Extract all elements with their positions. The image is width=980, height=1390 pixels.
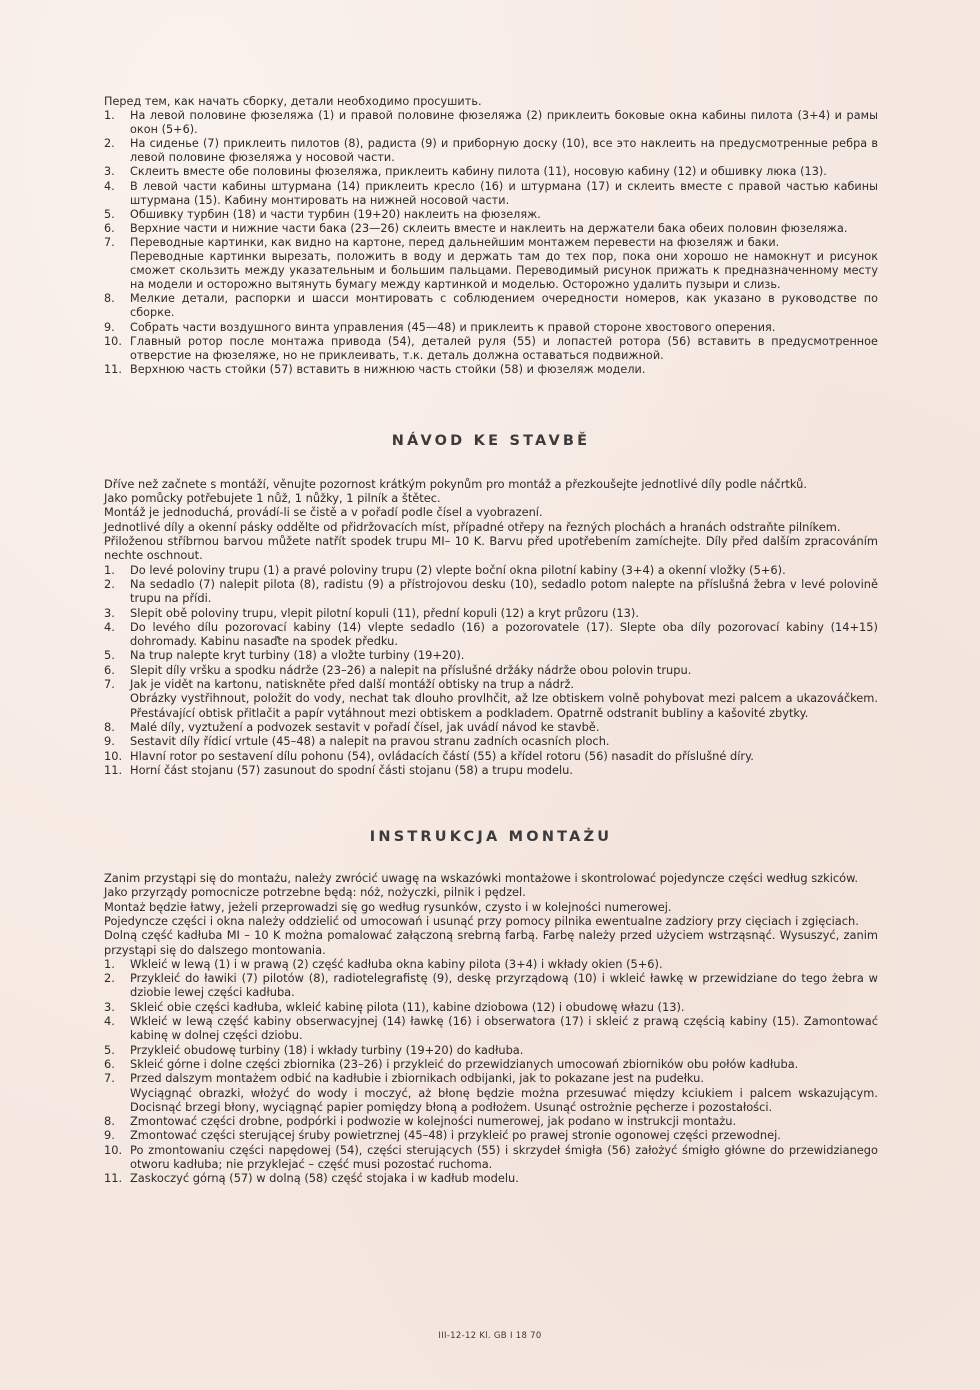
step-number: 11. — [104, 1171, 123, 1186]
czech-step-7 — [104, 677, 878, 720]
step-text: Zmontować części drobne, podpórki i podwozie w kolejności numerowej, jak podano w instrukcji montażu. — [130, 1114, 737, 1129]
step-number: 1. — [104, 109, 115, 123]
polish-step-5 — [104, 1043, 878, 1057]
polish-intro-4: Pojedyncze części i okna należy oddzielić od umocowań i usunąć przy pomocy pilnika ewentualne zadziory przy cięciach i zgięciach. — [104, 914, 859, 928]
step-text: Собрать части воздушного винта управления (45—48) и приклеить к правой стороне хвостового оперения. — [130, 320, 776, 334]
polish-intro-3: Montaż będzie łatwy, jeżeli przeprowadzi się go według rysunków, czysto i w kolejności numerowej. — [104, 899, 672, 914]
step-number: 7. — [104, 1071, 115, 1086]
polish-step-2 — [104, 971, 878, 1000]
step-text: Мелкие детали, распорки и шасси монтировать с соблюдением очередности номеров, как указано в руководстве по сборке. — [130, 292, 878, 320]
print-code-footer: III-12-12 Kl. GB I 18 70 — [438, 1331, 542, 1341]
step-number: 2. — [104, 576, 115, 591]
step-number: 9. — [104, 734, 115, 749]
step-number: 2. — [104, 137, 115, 151]
step-number: 10. — [104, 748, 123, 763]
polish-step-1 — [104, 957, 878, 971]
czech-intro-4: Jednotlivé díly a okenní pásky oddělte od přidržovacích míst, případné otřepy na řezných plochách a hranách odstraňte pilníkem. — [104, 519, 841, 534]
step-number: 8. — [104, 719, 115, 734]
step-number: 3. — [104, 999, 115, 1014]
step-text: Skleić obie części kadłuba, wkleić kabinę pilota (11), kabine dziobowa (12) i obudowę włazu (13). — [130, 999, 685, 1014]
polish-heading: INSTRUKCJA MONTAŻU — [369, 829, 613, 846]
czech-step-9 — [104, 734, 878, 748]
step-number: 4. — [104, 1014, 115, 1029]
czech-intro-1: Dříve než začnete s montáží, věnujte pozornost krátkým pokynům pro montáž a přezkoušejte jednotlivé díly podle náčrtků. — [104, 476, 807, 491]
polish-step-8 — [104, 1114, 878, 1128]
russian-step-10 — [104, 335, 878, 363]
step-number: 5. — [104, 207, 115, 221]
step-text: Malé díly, vyztužení a podvozek sestavit v pořadí čísel, jak uvádí návod ke stavbě. — [130, 719, 600, 734]
step-text: Przykleić obudowę turbiny (18) i wkłady turbiny (19+20) do kadłuba. — [130, 1042, 524, 1057]
step-number: 7. — [104, 677, 115, 692]
russian-step-8 — [104, 292, 878, 320]
step-text: Обшивку турбин (18) и части турбин (19+20) наклеить на фюзеляж. — [130, 207, 541, 221]
step-text: Slepit obě poloviny trupu, vlepit pilotní kopuli (11), přední kopuli (12) a kryt průzoru (13). — [130, 605, 639, 620]
russian-step-7 — [104, 236, 878, 292]
step-number: 9. — [104, 1128, 115, 1143]
russian-step-3 — [104, 165, 878, 179]
step-text: Slepit díly vršku a spodku nádrže (23–26) a nalepit na příslušné držáky nádrže obou polovin trupu. — [130, 662, 692, 677]
step-number: 6. — [104, 1056, 115, 1071]
step-text: Главный ротор после монтажа привода (54), деталей руля (55) и лопастей ротора (56) вставить в предусмотренное отверстие на фюзеляже, но не приклеивать, т.к. деталь должна оставаться подвижной. — [130, 334, 878, 362]
step-text: Jak je vidět na kartonu, natiskněte před další montáží obtisky na trup a nádrž. — [130, 677, 575, 692]
instruction-sheet — [104, 95, 878, 1186]
step-text: Przed dalszym montażem odbić na kadłubie i zbiornikach odbijanki, jak to pokazane jest na pudełku. — [130, 1071, 705, 1086]
step-text: Hlavní rotor po sestavení dílu pohonu (54), ovládacích částí (55) a křídel rotoru (56) nasadit do příslušné díry. — [130, 748, 754, 763]
polish-step-9 — [104, 1128, 878, 1142]
czech-heading: NÁVOD KE STAVBĚ — [391, 432, 591, 449]
czech-step-8 — [104, 720, 878, 734]
step-text: Zaskoczyć górną (57) w dolną (58) część stojaka i w kadłub modelu. — [130, 1171, 519, 1186]
czech-step-11 — [104, 763, 878, 777]
polish-step-4 — [104, 1014, 878, 1043]
step-text: Do levé poloviny trupu (1) a pravé poloviny trupu (2) vlepte boční okna pilotní kabiny (3+4) a okenní vložky (5+6). — [130, 562, 786, 577]
step-text: Переводные картинки, как видно на картоне, перед дальнейшим монтажем перевести на фюзеляж и баки. — [130, 235, 780, 249]
polish-step-3 — [104, 1000, 878, 1014]
step-text: Склеить вместе обе половины фюзеляжа, приклеить кабину пилота (11), носовую кабину (12) и обшивку люка (13). — [130, 165, 827, 179]
step-text: В левой части кабины штурмана (14) приклеить кресло (16) и штурмана (17) и склеить вместе с правой частью кабины штурмана (15). Кабину монтировать на нижней носовой части. — [130, 179, 878, 207]
step-number: 8. — [104, 292, 115, 306]
czech-step-10 — [104, 749, 878, 763]
czech-step-1 — [104, 563, 878, 577]
step-text: На левой половине фюзеляжа (1) и правой половине фюзеляжа (2) приклеить боковые окна кабины пилота (3+4) и рамы окон (5+6). — [130, 109, 878, 137]
polish-section — [104, 871, 878, 1186]
russian-step-1 — [104, 109, 878, 137]
czech-intro-5: Přiloženou stříbrnou barvou můžete natřít spodek trupu MI– 10 K. Barvu před upotřebením zamíchejte. Díly před dalším zpracováním nechte oschnout. — [104, 534, 878, 563]
czech-steps — [104, 563, 878, 777]
polish-intro-5: Dolną część kadłuba MI – 10 K można pomalować załączoną srebrną farbą. Farbę należy przed użyciem wstrząsnąć. Wysuszyć, zanim przystąpi się do dalszego montowania. — [104, 928, 878, 957]
russian-step-6 — [104, 222, 878, 236]
step-number: 5. — [104, 648, 115, 663]
czech-step-5 — [104, 648, 878, 662]
step-text: Na sedadlo (7) nalepit pilota (8), radistu (9) a přístrojovou desku (10), sedadlo potom nalepte na příslušná žebra v levé polovině trupu na přídi. — [130, 576, 878, 606]
step-number: 6. — [104, 221, 115, 235]
step-subtext: Переводные картинки вырезать, положить в воду и держать там до тех пор, пока они хорошо не намокнут и рисунок сможет скользить между указательным и большим пальцами. Переводимый рисунок прижать к предназначенному месту на модели и осторожно вытянуть бумагу между картинкой и моделью. Осторожно удалить пузыри и слизь. — [130, 250, 878, 292]
polish-step-7 — [104, 1071, 878, 1114]
step-number: 11. — [104, 362, 122, 376]
russian-section — [104, 95, 878, 377]
step-number: 7. — [104, 235, 115, 249]
step-number: 11. — [104, 762, 123, 777]
step-number: 9. — [104, 320, 115, 334]
czech-intro-3: Montáž je jednoduchá, provádí-li se čistě a v pořadí podle čísel a vyobrazení. — [104, 505, 543, 520]
step-number: 10. — [104, 1142, 123, 1157]
step-text: Верхние части и нижние части бака (23—26) склеить вместе и наклеить на держатели бака обеих половин фюзеляжа. — [130, 221, 848, 235]
polish-step-11 — [104, 1171, 878, 1185]
polish-steps — [104, 957, 878, 1186]
step-subtext: Wyciągnąć obrazki, włożyć do wody i moczyć, aż błonę będzie można przesuwać między kciukiem i palcem wskazującym. Docisnąć brzegi błony, wyciągnąć papier pomiędzy błoną a podłożem. Usunąć ostrożnie pęcherze i pozostałości. — [130, 1085, 878, 1114]
step-text: Do levého dílu pozorovací kabiny (14) vlepte sedadlo (16) a pozorovatele (17). Slepte oba díly pozorovací kabiny (14+15) dohromady. Kabinu nasaďte na spodek předku. — [130, 619, 878, 649]
step-number: 6. — [104, 662, 115, 677]
step-text: Przykleić do ławiki (7) pilotów (8), radiotelegrafistę (9), deskę przyrządową (10) i wkleić ławkę w przewidziane do tego żebra w dziobie lewej części kadłuba. — [130, 971, 878, 1000]
step-number: 1. — [104, 956, 115, 971]
step-subtext: Obrázky vystřihnout, položit do vody, nechat tak dlouho provlhčit, až lze obtiskem volně pohybovat mezi palcem a ukazováčkem. Přestávající obtisk přitlačit a papír vytáhnout mezi obtiskem a podkladem. Opatrně odstranit bubliny a kašovité zbytky. — [130, 691, 878, 720]
step-number: 8. — [104, 1114, 115, 1129]
step-number: 4. — [104, 619, 115, 634]
czech-step-3 — [104, 606, 878, 620]
step-text: Skleić górne i dolne części zbiornika (23–26) i przykleić do przewidzianych umocowań zbiorników obu połów kadłuba. — [130, 1056, 799, 1071]
czech-section — [104, 477, 878, 777]
step-number: 5. — [104, 1042, 115, 1057]
step-number: 2. — [104, 971, 115, 986]
russian-steps — [104, 109, 878, 377]
step-text: Wkleić w lewą część kabiny obserwacyjnej (14) ławkę (16) i obserwatora (17) i skleić z prawą częścią kabiny (15). Zamontować kabinę w dolnej części dziobu. — [130, 1014, 878, 1043]
step-number: 10. — [104, 334, 122, 348]
czech-step-4 — [104, 620, 878, 649]
polish-intro-2: Jako przyrządy pomocnicze potrzebne będą: nóż, nożyczki, pilnik i pędzel. — [104, 885, 526, 900]
step-number: 3. — [104, 605, 115, 620]
russian-step-5 — [104, 208, 878, 222]
czech-step-6 — [104, 663, 878, 677]
step-text: Na trup nalepte kryt turbiny (18) a vložte turbiny (19+20). — [130, 648, 465, 663]
step-text: Верхнюю часть стойки (57) вставить в нижнюю часть стойки (58) и фюзеляж модели. — [130, 362, 646, 376]
step-number: 1. — [104, 562, 115, 577]
polish-intro-1: Zanim przystąpi się do montażu, należy zwrócić uwagę na wskazówki montażowe i skontrolować pojedyncze części według szkiców. — [104, 871, 859, 886]
step-text: Zmontować części sterującej śruby powietrznej (45–48) i przykleić po prawej stronie ogonowej części przewodnej. — [130, 1128, 781, 1143]
polish-step-10 — [104, 1143, 878, 1172]
step-text: Sestavit díly řídicí vrtule (45–48) a nalepit na pravou stranu zadních ocasních ploch. — [130, 734, 610, 749]
step-number: 3. — [104, 165, 115, 179]
step-text: Horní část stojanu (57) zasunout do spodní části stojanu (58) a trupu modelu. — [130, 762, 574, 777]
step-number: 4. — [104, 179, 115, 193]
russian-step-11 — [104, 363, 878, 377]
step-text: Po zmontowaniu części napędowej (54), części sterujących (55) i skrzydeł śmigła (56) założyć śmigło główne do przewidzianego otworu kadłuba; nie przyklejać – część musi pozostać ruchoma. — [130, 1142, 878, 1172]
polish-step-6 — [104, 1057, 878, 1071]
step-text: Wkleić w lewą (1) i w prawą (2) część kadłuba okna kabiny pilota (3+4) i wkłady okien (5+6). — [130, 956, 663, 971]
step-text: На сиденье (7) приклеить пилотов (8), радиста (9) и приборную доску (10), все это наклеить на предусмотренные ребра в левой половине фюзеляжа у носовой части. — [130, 137, 878, 165]
czech-step-2 — [104, 577, 878, 606]
russian-intro: Перед тем, как начать сборку, детали необходимо просушить. — [104, 95, 482, 108]
russian-step-9 — [104, 321, 878, 335]
czech-intro-2: Jako pomůcky potřebujete 1 nůž, 1 nůžky, 1 pilník a štětec. — [104, 491, 441, 506]
russian-step-4 — [104, 180, 878, 208]
russian-step-2 — [104, 137, 878, 165]
